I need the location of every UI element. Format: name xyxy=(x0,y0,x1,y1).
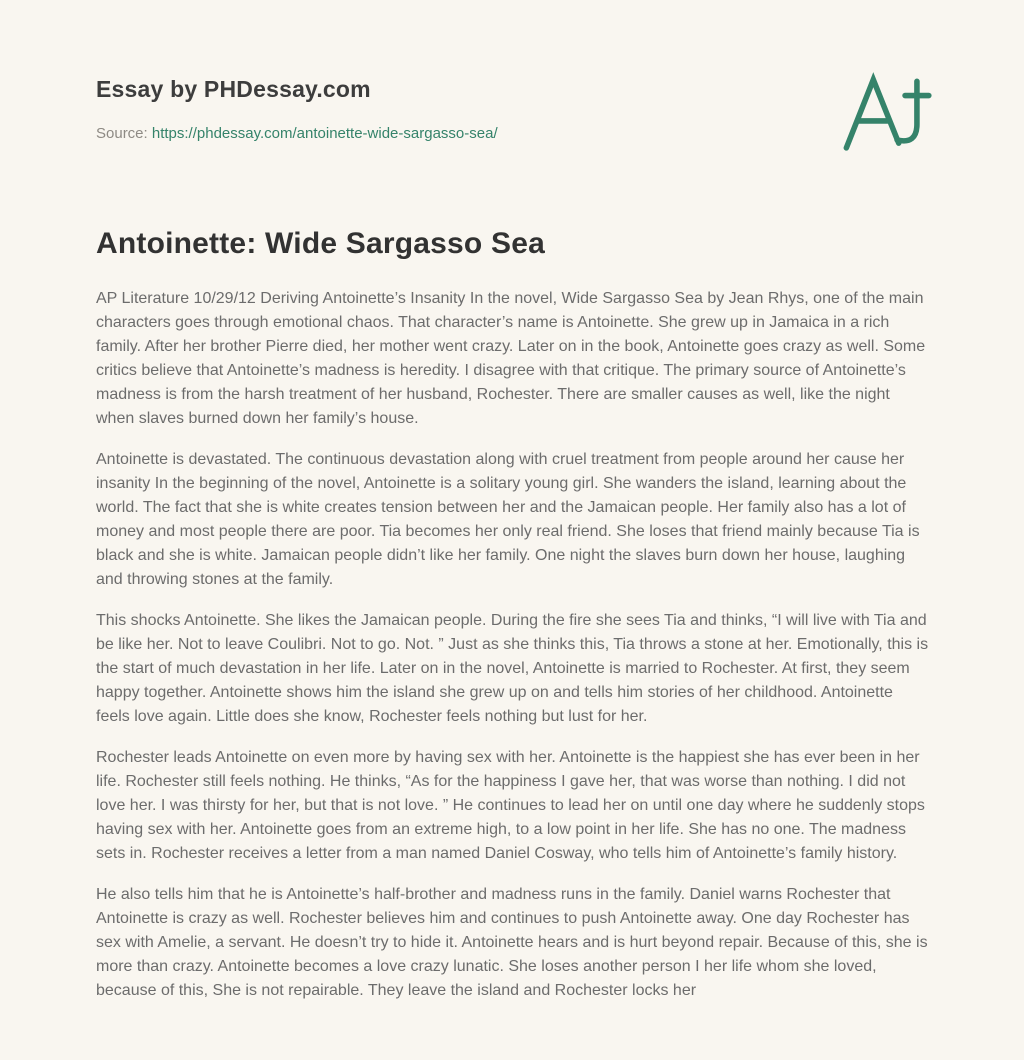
page-header xyxy=(0,0,1024,161)
essay-title: Antoinette: Wide Sargasso Sea xyxy=(96,227,545,260)
a-plus-logo-icon xyxy=(840,70,932,156)
header-text-block xyxy=(96,76,498,142)
essay-paragraph: He also tells him that he is Antoinette’s half-brother and madness runs in the family. Daniel warns Rochester that Antoinette is crazy as well. Rochester believes him and continues to push Antoinette away. One day Rochester has sex with Amelie, a servant. He doesn’t try to hide it. Antoinette hears and is hurt beyond repair. Because of this, she is more than crazy. Antoinette becomes a love crazy lunatic. She loses another person I her life whom she loved, because of this, She is not repairable. They leave the island and Rochester locks her xyxy=(96,886,928,999)
brand-heading: Essay by PHDessay.com xyxy=(96,76,371,102)
source-link[interactable]: https://phdessay.com/antoinette-wide-sargasso-sea/ xyxy=(151,125,498,142)
essay-body xyxy=(0,227,1024,1003)
essay-paragraph: Antoinette is devastated. The continuous devastation along with cruel treatment from people around her cause her insanity In the beginning of the novel, Antoinette is a solitary young girl. She wanders the island, learning about the world. The fact that she is white creates tension between her and the Jamaican people. Her family also has a lot of money and most people there are poor. Tia becomes her only real friend. She loses that friend mainly because Tia is black and she is white. Jamaican people didn’t like her family. One night the slaves burn down her house, laughing and throwing stones at the family. xyxy=(96,451,920,588)
essay-paragraph: Rochester leads Antoinette on even more by having sex with her. Antoinette is the happiest she has ever been in her life. Rochester still feels nothing. He thinks, “As for the happiness I gave her, that was worse than nothing. I did not love her. I was thirsty for her, but that is not love. ” He continues to lead her on until one day where he suddenly stops having sex with her. Antoinette goes from an extreme high, to a low point in her life. She has no one. The madness sets in. Rochester receives a letter from a man named Daniel Cosway, who tells him of Antoinette’s family history. xyxy=(96,749,925,862)
phdessay-logo xyxy=(840,70,932,161)
source-label: Source: xyxy=(96,125,148,142)
source-line xyxy=(96,125,498,142)
essay-paragraph: AP Literature 10/29/12 Deriving Antoinette’s Insanity In the novel, Wide Sargasso Sea by Jean Rhys, one of the main characters goes through emotional chaos. That character’s name is Antoinette. She grew up in Jamaica in a rich family. After her brother Pierre died, her mother went crazy. Later on in the book, Antoinette goes crazy as well. Some critics believe that Antoinette’s madness is heredity. I disagree with that critique. The primary source of Antoinette’s madness is from the harsh treatment of her husband, Rochester. There are smaller causes as well, like the night when slaves burned down her family’s house. xyxy=(96,290,926,427)
essay-paragraph: This shocks Antoinette. She likes the Jamaican people. During the fire she sees Tia and thinks, “I will live with Tia and be like her. Not to leave Coulibri. Not to go. Not. ” Just as she thinks this, Tia throws a stone at her. Emotionally, this is the start of much devastation in her life. Later on in the novel, Antoinette is married to Rochester. At first, they seem happy together. Antoinette shows him the island she grew up on and tells him stories of her childhood. Antoinette feels love again. Little does she know, Rochester feels nothing but lust for her. xyxy=(96,612,929,725)
